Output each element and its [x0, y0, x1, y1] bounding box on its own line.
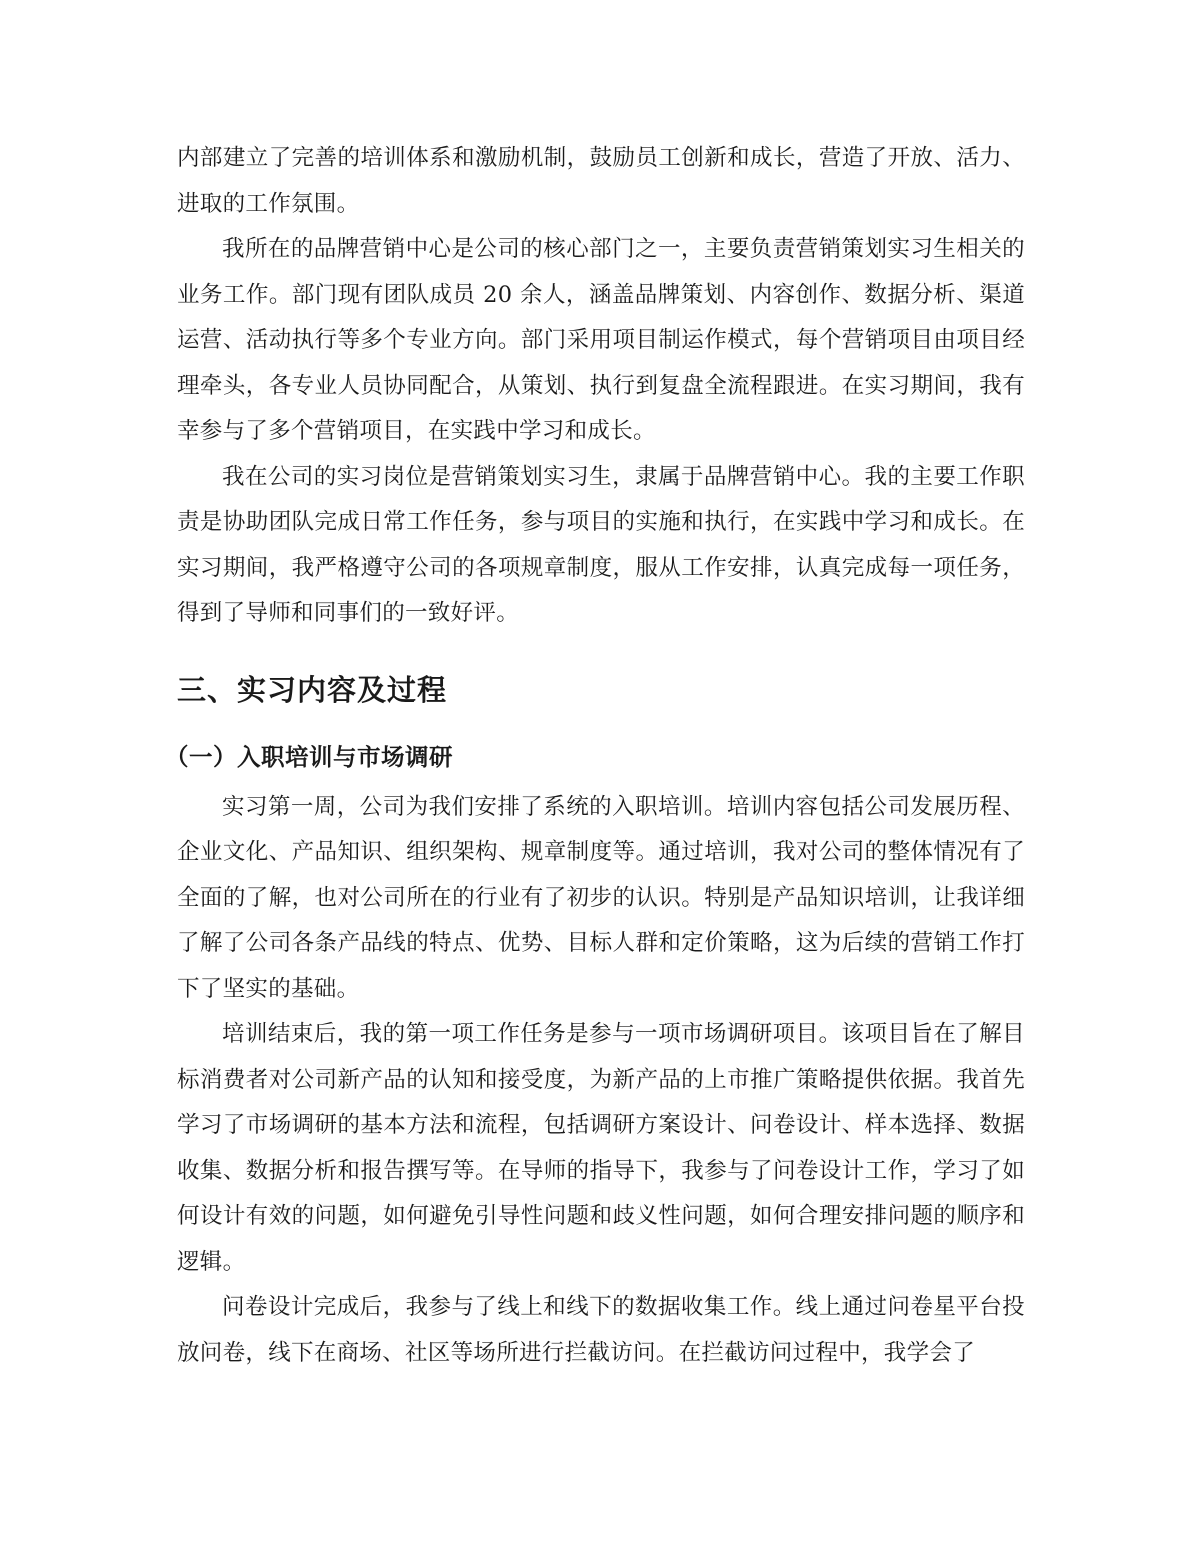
section-heading: 三、实习内容及过程 — [177, 672, 448, 707]
body-paragraph: 问卷设计完成后，我参与了线上和线下的数据收集工作。线上通过问卷星平台投放问卷，线下在商场、社区等场所进行拦截访问。在拦截访问过程中，我学会了 — [177, 1294, 1025, 1366]
body-paragraph: 培训结束后，我的第一项工作任务是参与一项市场调研项目。该项目旨在了解目标消费者对公司新产品的认知和接受度，为新产品的上市推广策略提供依据。我首先学习了市场调研的基本方法和流程，包括调研方案设计、问卷设计、样本选择、数据收集、数据分析和报告撰写等。在导师的指导下，我参与了问卷设计工作，学习了如何设计有效的问题，如何避免引导性问题和歧义性问题，如何合理安排问题的顺序和逻辑。 — [177, 1021, 1025, 1275]
body-paragraph: 实习第一周，公司为我们安排了系统的入职培训。培训内容包括公司发展历程、企业文化、产品知识、组织架构、规章制度等。通过培训，我对公司的整体情况有了全面的了解，也对公司所在的行业有了初步的认识。特别是产品知识培训，让我详细了解了公司各条产品线的特点、优势、目标人群和定价策略，这为后续的营销工作打下了坚实的基础。 — [177, 793, 1025, 1002]
body-paragraph: 我在公司的实习岗位是营销策划实习生，隶属于品牌营销中心。我的主要工作职责是协助团队完成日常工作任务，参与项目的实施和执行，在实践中学习和成长。在实习期间，我严格遵守公司的各项规章制度，服从工作安排，认真完成每一项任务，得到了导师和同事们的一致好评。 — [177, 463, 1025, 626]
subsection-heading: （一）入职培训与市场调研 — [165, 742, 453, 771]
document-page — [165, 136, 1025, 1376]
body-paragraph: 我所在的品牌营销中心是公司的核心部门之一，主要负责营销策划实习生相关的业务工作。部门现有团队成员 20 余人，涵盖品牌策划、内容创作、数据分析、渠道运营、活动执行等多个专业方向。部门采用项目制运作模式，每个营销项目由项目经理牵头，各专业人员协同配合，从策划、执行到复盘全流程跟进。在实习期间，我有幸参与了多个营销项目，在实践中学习和成长。 — [177, 236, 1025, 444]
body-paragraph: 内部建立了完善的培训体系和激励机制，鼓励员工创新和成长，营造了开放、活力、进取的工作氛围。 — [177, 145, 1025, 217]
